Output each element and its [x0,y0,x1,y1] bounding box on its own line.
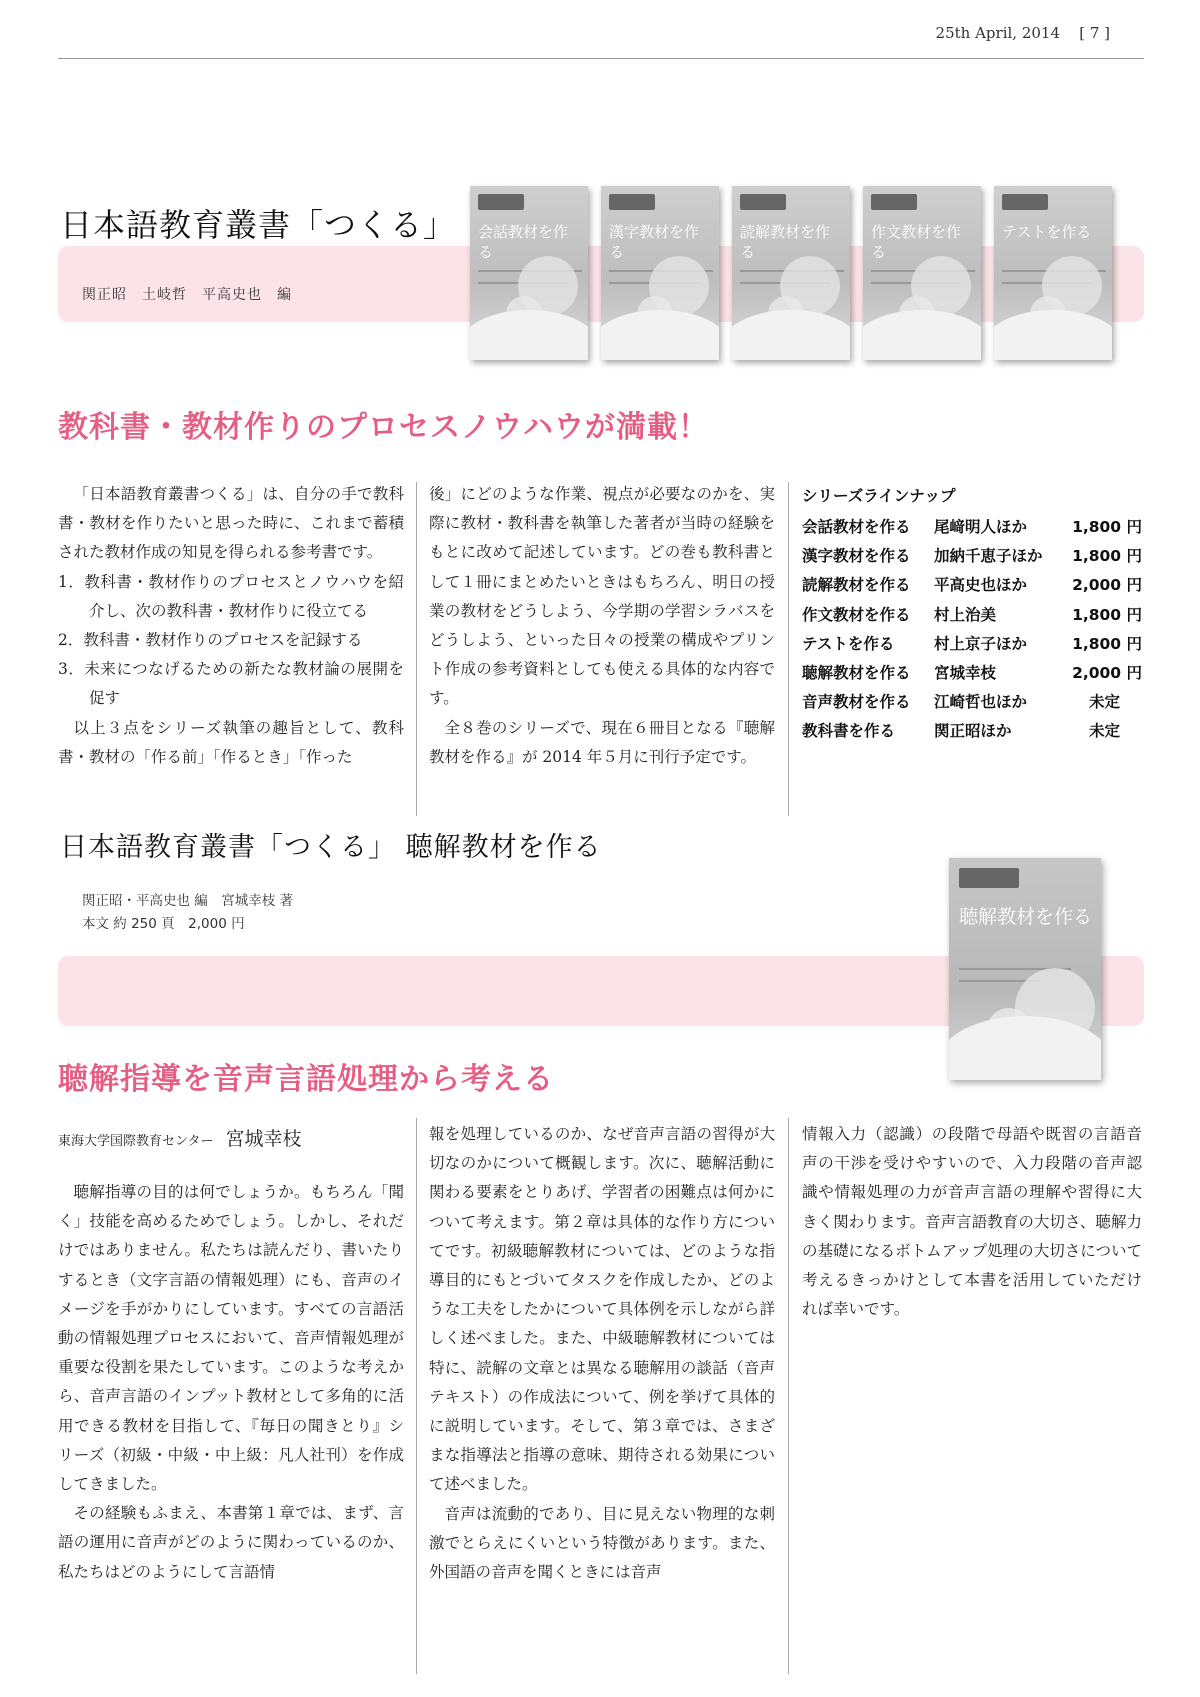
book-column-2 [429,1120,775,1587]
book-cover-conversation [470,186,588,360]
series-logo [609,194,655,210]
series-editors: 関正昭 土岐哲 平高史也 編 [82,287,292,303]
book-cover-title: 作文教材を作る [871,223,962,261]
series-subheading: 教科書・教材作りのプロセスノウハウが満載！ [58,410,709,445]
book-info [82,890,293,936]
list-item: 1．教科書・教材作りのプロセスとノウハウを紹介し、次の教科書・教材作りに役立てる [58,572,404,620]
lineup-item: 会話教材を作る 尾﨑明人ほか 1,800 円 [802,518,1142,536]
book-cover-title: 漢字教材を作る [609,223,700,261]
column-divider [416,482,417,816]
series-column-1 [58,480,404,772]
list-item: 2．教科書・教材作りのプロセスを記録する [58,631,363,650]
lineup-item: 作文教材を作る 村上治美 1,800 円 [802,605,1142,624]
paragraph: その経験もふまえ、本書第１章では、まず、言語の運用に音声がどのように関わっているのか、私たちはどのようにして言語情 [58,1504,404,1581]
paragraph: 音声は流動的であり、目に見えない物理的な刺激でとらえにくいという特徴があります。また、外国語の音声を聞くときには音声 [429,1504,775,1582]
book-editors: 関正昭・平高史也 編 宮城幸枝 著 [82,893,294,909]
book-cover-title: 聴解教材を作る [959,906,1093,928]
paragraph: 聴解指導の目的は何でしょうか。もちろん「聞く」技能を高めるためでしょう。しかし、それだけではありません。私たちは読んだり、書いたりするとき（文字言語の情報処理）にも、音声のイメージを手がかりにしています。すべての言語活動の情報処理プロセスにおいて、音声情報処理が重要な役割を果たしています。このような考えから、音声言語のインプット教材として多角的に活用できる教材を目指して、『毎日の聞きとり』シリーズ（初級・中級・中上級：凡人社刊）を作成してきました。 [58,1183,404,1494]
book-cover-kanji [601,186,719,360]
paragraph: 報を処理しているのか、なぜ音声言語の習得が大切なのかについて概観します。次に、聴解活動に関わる要素をとりあげ、学習者の困難点は何かについて考えます。第２章は具体的な作り方についてです。初級聴解教材については、どのような指導目的にもとづいてタスクを作成したか、どのような工夫をしたかについて具体例を示しながら詳しく述べました。また、中級聴解教材については特に、読解の文章とは異なる聴解用の談話（音声テキスト）の作成法について、例を挙げて具体的に説明しています。そして、第３章では、さまざまな指導法と指導の意味、期待される効果について述べました。 [429,1125,775,1494]
series-lineup [802,482,1142,747]
book-cover-title: 会話教材を作る [478,223,569,261]
series-title: 日本語教育叢書「つくる」 [60,206,457,244]
lineup-item: 漢字教材を作る 加納千恵子ほか 1,800 円 [802,547,1142,566]
series-logo [478,194,524,210]
paragraph: 以上３点をシリーズ執筆の趣旨として、教科書・教材の「作る前」「作るとき」「作った [58,718,404,766]
lineup-item: 読解教材を作る 平高史也ほか 2,000 円 [802,576,1142,595]
book-cover-listening [949,858,1101,1080]
paragraph: 「日本語教育叢書つくる」は、自分の手で教科書・教材を作りたいと思った時に、これまで蓄積された教材作成の知見を得られる参考書です。 [58,485,404,562]
column-divider [416,1118,417,1674]
list-item: 3．未来につなげるための新たな教材論の展開を促す [58,660,404,708]
author-affiliation: 東海大学国際教育センター [58,1134,214,1149]
lineup-item: 教科書を作る 関正昭ほか 未定 [802,722,1120,741]
lineup-item: 音声教材を作る 江崎哲也ほか 未定 [802,693,1120,712]
book-cover-reading [732,186,850,360]
book-subheading: 聴解指導を音声言語処理から考える [58,1062,554,1097]
page-number: [ 7 ] [1079,24,1110,42]
paragraph: 後」にどのような作業、視点が必要なのかを、実際に教材・教科書を執筆した著者が当時の経験をもとに改めて記述しています。どの巻も教科書として１冊にまとめたいときはもちろん、明日の授業の教材をどうしよう、今学期の学習シラバスをどうしよう、といった日々の授業の構成やプリント作成の参考資料としても使える具体的な内容です。 [429,485,775,708]
issue-date: 25th April, 2014 [935,24,1060,42]
column-divider [788,482,789,816]
author-name: 宮城幸枝 [225,1128,302,1150]
series-logo [959,868,1019,888]
series-logo [740,194,786,210]
lineup-heading: シリーズラインナップ [802,487,956,505]
book-cover-title: テストを作る [1002,223,1092,241]
book-cover-writing [863,186,981,360]
lineup-item: テストを作る 村上京子ほか 1,800 円 [802,634,1142,653]
series-logo [871,194,917,210]
header-rule [58,58,1144,59]
column-divider [788,1118,789,1674]
series-column-2 [429,480,775,772]
book-column-3 [802,1120,1142,1324]
book-cover-title: 読解教材を作る [740,223,831,261]
lineup-item: 聴解教材を作る 宮城幸枝 2,000 円 [802,663,1142,682]
book-column-1 [58,1178,404,1587]
book-cover-test [994,186,1112,360]
author-line [58,1124,302,1151]
paragraph: 全８巻のシリーズで、現在６冊目となる『聴解教材を作る』が 2014 年５月に刊行予定です。 [429,718,775,766]
book-title: 日本語教育叢書「つくる」 聴解教材を作る [60,832,602,863]
series-logo [1002,194,1048,210]
paragraph: 情報入力（認識）の段階で母語や既習の言語音声の干渉を受けやすいので、入力段階の音声認識や情報処理の力が音声言語の理解や習得に大きく関わります。音声言語教育の大切さ、聴解力の基礎になるボトムアップ処理の大切さについて考えるきっかけとして本書を活用していただければ幸いです。 [802,1125,1142,1319]
book-details: 本文 約 250 頁 2,000 円 [82,916,245,932]
